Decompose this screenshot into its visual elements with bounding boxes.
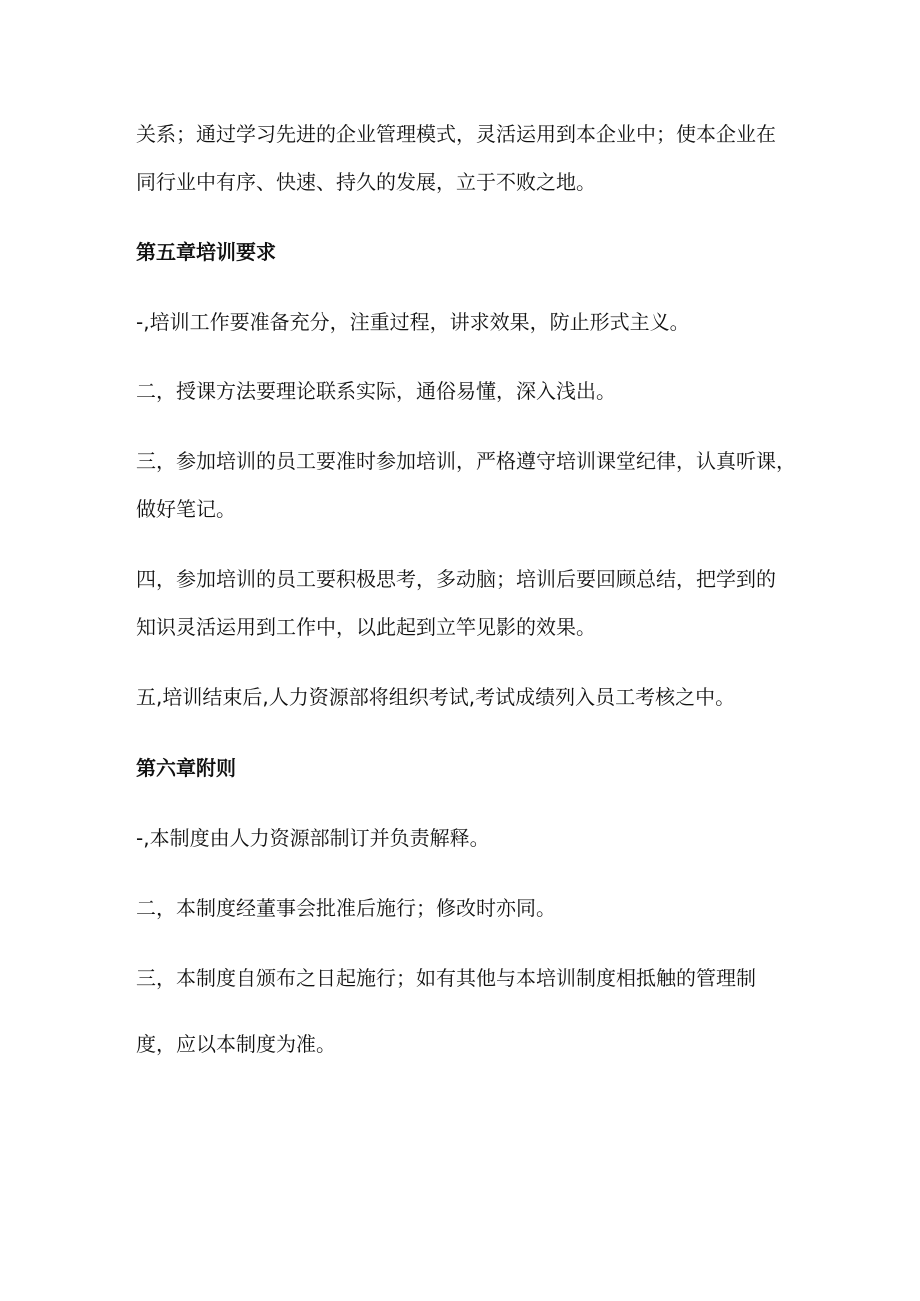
chapter5-item-4-line-1: 四，参加培训的员工要积极思考，多动脑；培训后要回顾总结，把学到的 [136,567,776,591]
intro-line-1: 关系；通过学习先进的企业管理模式，灵活运用到本企业中；使本企业在 [136,122,776,146]
intro-line-2: 同行业中有序、快速、持久的发展，立于不败之地。 [136,170,596,194]
chapter5-item-2: 二，授课方法要理论联系实际，通俗易懂，深入浅出。 [136,379,616,403]
chapter6-title: 第六章附则 [136,756,236,780]
chapter5-item-3-line-2: 做好笔记。 [136,497,236,521]
chapter5-item-4-line-2: 知识灵活运用到工作中，以此起到立竿见影的效果。 [136,615,596,639]
chapter6-item-3-line-1: 三，本制度自颁布之日起施行；如有其他与本培训制度相抵触的管理制 [136,966,756,990]
chapter5-item-3-line-1: 三，参加培训的员工要准时参加培训，严格遵守培训课堂纪律，认真听课， [136,449,796,473]
chapter5-title: 第五章培训要求 [136,240,276,264]
chapter6-item-2: 二，本制度经董事会批准后施行；修改时亦同。 [136,896,556,920]
chapter5-item-5: 五,培训结束后,人力资源部将组织考试,考试成绩列入员工考核之中。 [136,685,736,709]
chapter6-item-3-line-2: 度，应以本制度为准。 [136,1032,336,1056]
chapter5-item-1: -,培训工作要准备充分，注重过程，讲求效果，防止形式主义。 [136,310,690,334]
chapter6-item-1: -,本制度由人力资源部制订并负责解释。 [136,826,490,850]
